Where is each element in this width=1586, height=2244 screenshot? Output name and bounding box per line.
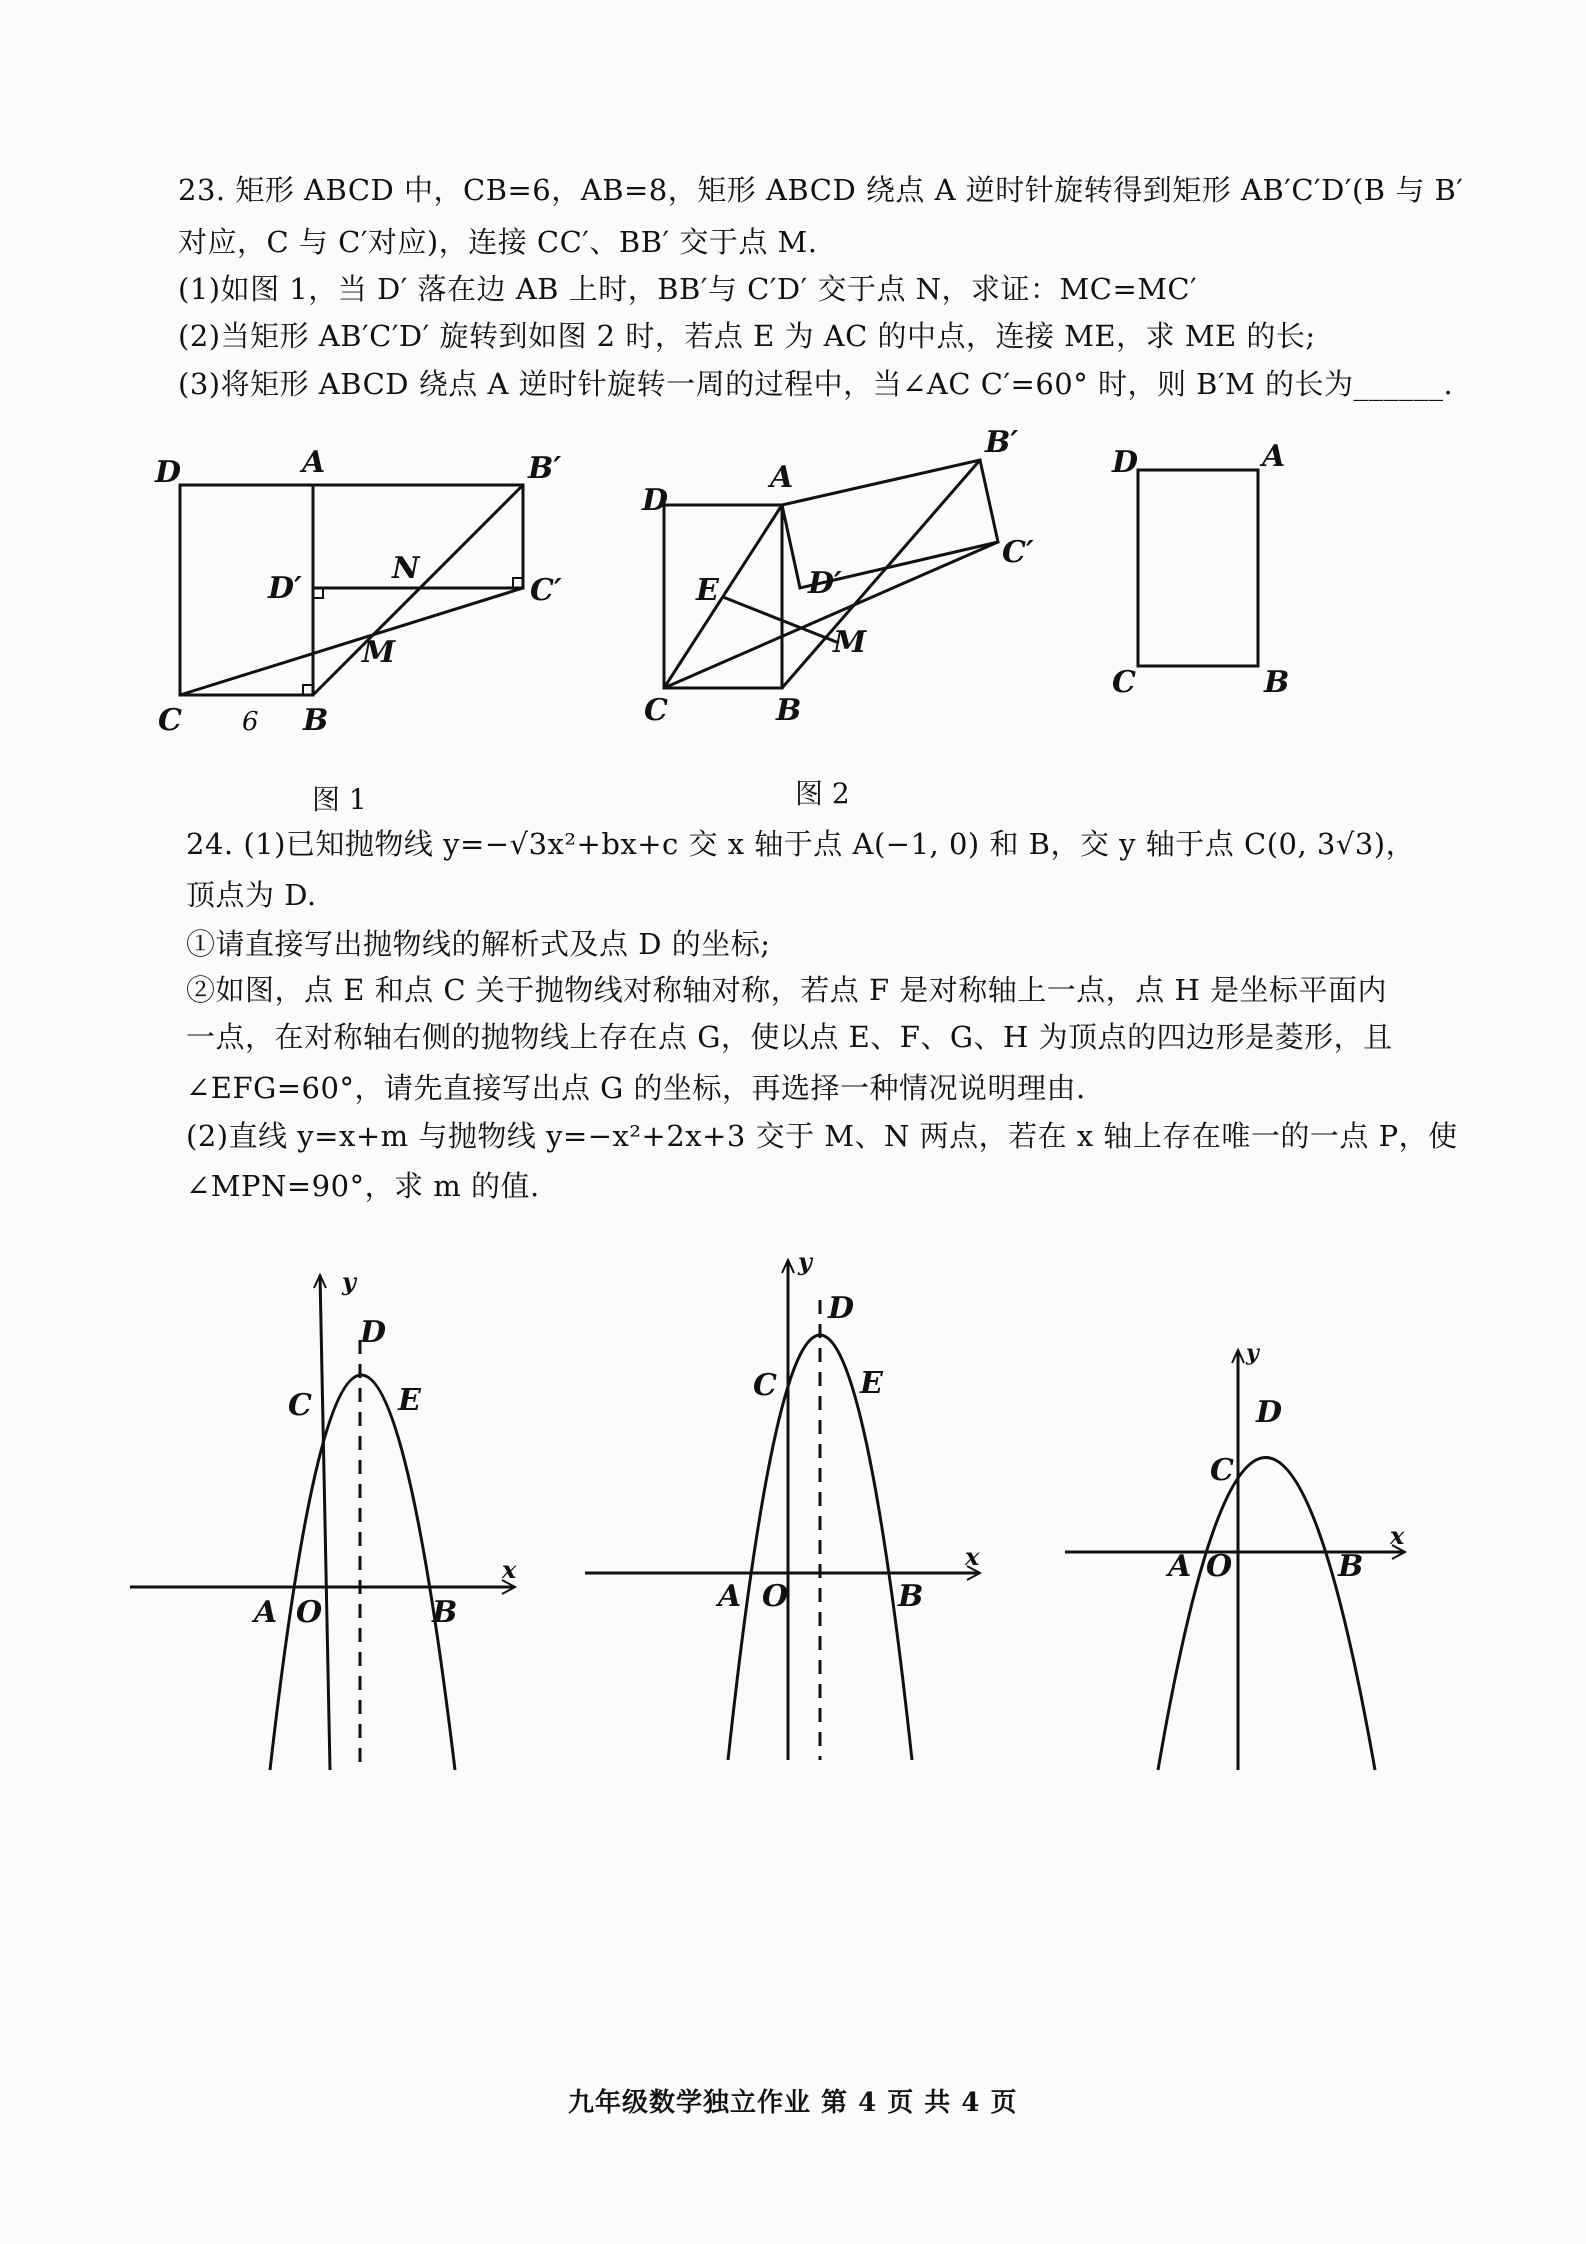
g3-label-B: B	[1338, 1549, 1364, 1584]
graph-3	[1060, 1330, 1420, 1780]
g1-label-A: A	[254, 1595, 278, 1630]
q23-line-3: (1)如图 1，当 D′ 落在边 AB 上时，BB′与 C′D′ 交于点 N，求证：MC=MC′	[178, 272, 1198, 306]
g3-label-x: x	[1390, 1521, 1405, 1550]
figure-3	[1100, 430, 1320, 710]
q24-line-1: 24. (1)已知抛物线 y=−√3x²+bx+c 交 x 轴于点 A(−1, 0) 和 B，交 y 轴于点 C(0, 3√3)，	[186, 827, 1416, 861]
fig2-label-B1: B′	[985, 425, 1019, 460]
graph-2	[580, 1240, 1000, 1770]
fig3-label-D: D	[1112, 445, 1139, 480]
fig1-label-D1: D′	[268, 571, 302, 606]
q24-line-7: (2)直线 y=x+m 与抛物线 y=−x²+2x+3 交于 M、N 两点，若在 x 轴上存在唯一的一点 P，使	[186, 1119, 1458, 1153]
q24-line-8: ∠MPN=90°，求 m 的值.	[186, 1169, 540, 1203]
fig3-label-A: A	[1262, 439, 1286, 474]
fig1-label-C: C	[158, 703, 182, 738]
fig1-label-M: M	[362, 635, 396, 670]
g1-label-E: E	[398, 1383, 421, 1418]
g1-label-O: O	[296, 1595, 323, 1630]
fig1-caption: 图 1	[312, 783, 367, 816]
fig2-label-M: M	[833, 625, 867, 660]
figure-1	[140, 440, 580, 760]
g2-label-B: B	[898, 1579, 924, 1614]
q23-line-2: 对应，C 与 C′对应)，连接 CC′、BB′ 交于点 M.	[178, 225, 818, 259]
q23-line-1: 23. 矩形 ABCD 中，CB=6，AB=8，矩形 ABCD 绕点 A 逆时针旋转得到矩形 AB′C′D′(B 与 B′	[178, 173, 1464, 207]
fig3-label-B: B	[1264, 665, 1290, 700]
fig1-label-side: 6	[242, 707, 259, 737]
g1-label-C: C	[288, 1388, 312, 1423]
fig1-label-A: A	[302, 445, 326, 480]
g1-label-x: x	[502, 1555, 517, 1584]
q24-line-5: 一点，在对称轴右侧的抛物线上存在点 G，使以点 E、F、G、H 为顶点的四边形是菱形，且	[186, 1020, 1393, 1054]
fig1-label-N: N	[392, 551, 420, 586]
fig2-caption: 图 2	[795, 777, 850, 810]
g2-label-O: O	[762, 1579, 789, 1614]
page-footer: 九年级数学独立作业 第 4 页 共 4 页	[568, 2088, 1018, 2118]
q24-line-3: ①请直接写出抛物线的解析式及点 D 的坐标;	[186, 927, 771, 961]
q23-line-5: (3)将矩形 ABCD 绕点 A 逆时针旋转一周的过程中，当∠AC C′=60° 时，则 B′M 的长为______.	[178, 367, 1454, 401]
q23-line-4: (2)当矩形 AB′C′D′ 旋转到如图 2 时，若点 E 为 AC 的中点，连接 ME，求 ME 的长;	[178, 319, 1316, 353]
q24-line-6: ∠EFG=60°，请先直接写出点 G 的坐标，再选择一种情况说明理由.	[186, 1071, 1086, 1105]
g3-label-D: D	[1256, 1395, 1283, 1430]
g2-label-x: x	[965, 1542, 980, 1571]
q24-line-4: ②如图，点 E 和点 C 关于抛物线对称轴对称，若点 F 是对称轴上一点，点 H 是坐标平面内	[186, 973, 1388, 1007]
g3-label-O: O	[1206, 1549, 1233, 1584]
fig1-label-B1: B′	[528, 451, 562, 486]
g2-label-A: A	[718, 1579, 742, 1614]
g3-label-y: y	[1246, 1340, 1259, 1366]
figure-2	[630, 425, 1050, 740]
q24-line-2: 顶点为 D.	[186, 878, 317, 912]
fig2-label-B: B	[776, 693, 802, 728]
g1-label-B: B	[432, 1595, 458, 1630]
graph-1	[120, 1260, 540, 1780]
fig1-label-C1: C′	[530, 573, 562, 608]
fig1-label-B: B	[303, 703, 329, 738]
fig2-label-D: D	[642, 483, 669, 518]
fig3-label-C: C	[1112, 665, 1136, 700]
g2-label-C: C	[753, 1368, 777, 1403]
g2-label-E: E	[860, 1366, 883, 1401]
g1-label-y: y	[342, 1267, 356, 1296]
g3-label-A: A	[1168, 1549, 1192, 1584]
fig2-label-C: C	[644, 693, 668, 728]
fig2-label-A: A	[770, 460, 794, 495]
fig2-label-C1: C′	[1002, 535, 1034, 570]
g3-label-C: C	[1210, 1453, 1234, 1488]
g1-label-D: D	[360, 1315, 387, 1350]
g2-label-y: y	[798, 1247, 812, 1276]
g2-label-D: D	[828, 1291, 855, 1326]
fig2-label-D1: D′	[808, 566, 842, 601]
fig1-label-D: D	[155, 455, 182, 490]
fig2-label-E: E	[696, 573, 719, 608]
